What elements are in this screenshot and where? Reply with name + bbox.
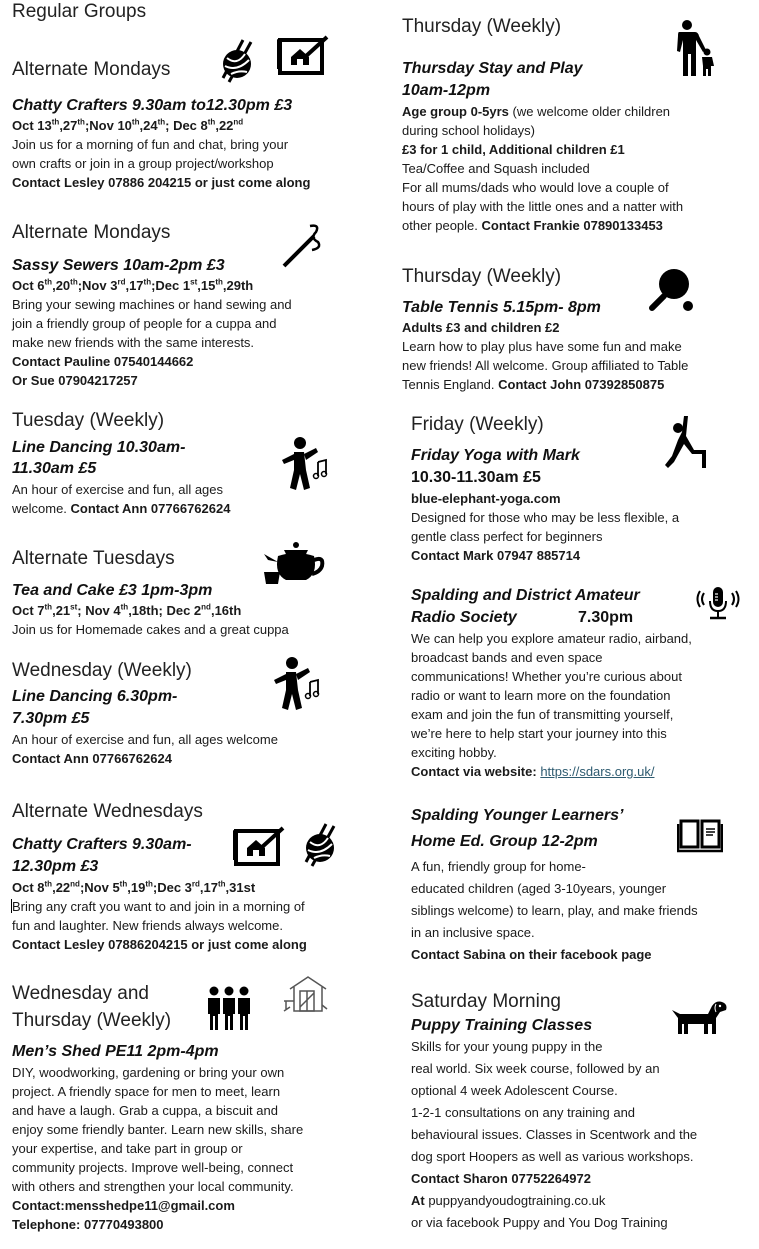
teapot-icon	[262, 540, 328, 586]
group-title: 12.30pm £3	[12, 858, 99, 875]
group-description: Join us for a morning of fun and chat, bring your	[12, 137, 289, 152]
group-contact: Contact John 07392850875	[498, 377, 665, 392]
group-title: 10am-12pm	[402, 82, 491, 99]
group-title: Friday Yoga with Mark	[411, 447, 580, 464]
group-contact: Contact Mark 07947 885714	[411, 548, 581, 563]
group-description: siblings welcome) to learn, play, and make friends	[411, 903, 698, 918]
group-description: communications! Whether you’re curious about	[411, 669, 682, 684]
group-title: Chatty Crafters 9.30am-	[12, 836, 192, 853]
group-day: Alternate Mondays	[12, 59, 171, 80]
group-description: we’re here to help start your journey into this	[411, 726, 667, 741]
group-day: Thursday (Weekly)	[402, 266, 562, 287]
group-title: Spalding and District Amateur	[411, 587, 640, 604]
group-contact: Contact via website: https://sdars.org.uk/	[411, 764, 655, 779]
group-facebook: or via facebook Puppy and You Dog Training	[411, 1215, 668, 1230]
group-dates: Oct 13th,27th;Nov 10th,24th; Dec 8th,22nd	[12, 117, 244, 133]
group-description: DIY, woodworking, gardening or bring your own	[12, 1065, 285, 1080]
group-dates: Oct 7th,21st; Nov 4th,18th; Dec 2nd,16th	[12, 602, 242, 618]
group-day: Thursday (Weekly)	[402, 16, 562, 37]
group-description: Join us for Homemade cakes and a great cuppa	[12, 622, 289, 637]
group-description: behavioural issues. Classes in Scentwork and the	[411, 1127, 698, 1142]
group-contact-email: Contact:mensshedpe11@gmail.com	[12, 1198, 235, 1213]
yarn-knitting-icon	[215, 38, 259, 86]
group-description: welcome. Contact Ann 07766762624	[12, 501, 231, 516]
table-tennis-paddle-icon	[648, 268, 696, 314]
group-description: own crafts or join in a group project/workshop	[12, 156, 274, 171]
group-age: Age group 0-5yrs (we welcome older children	[402, 104, 671, 119]
group-contact: Contact Lesley 07886204215 or just come along	[12, 937, 307, 952]
group-contact: Or Sue 07904217257	[12, 373, 138, 388]
group-of-men-icon	[206, 986, 252, 1030]
sewing-needle-icon	[280, 222, 324, 270]
group-description: We can help you explore amateur radio, airband,	[411, 631, 692, 646]
yarn-knitting-icon	[298, 822, 342, 870]
sdars-website-link[interactable]: https://sdars.org.uk/	[540, 764, 655, 779]
yoga-pose-icon	[664, 414, 706, 470]
group-time: 7.30pm	[578, 609, 634, 626]
group-day: Wednesday (Weekly)	[12, 660, 192, 681]
group-contact: Contact Ann 07766762624	[70, 501, 231, 516]
group-description: project. A friendly space for men to meet, learn	[12, 1084, 281, 1099]
group-description: radio or want to learn more on the foundation	[411, 688, 671, 703]
group-description: hours of play with the little ones and a natter with	[402, 199, 684, 214]
group-description: Designed for those who may be less flexible, a	[411, 510, 680, 525]
group-day: Alternate Tuesdays	[12, 548, 175, 569]
dancing-person-icon	[272, 656, 322, 714]
group-dates: Oct 8th,22nd;Nov 5th,19th;Dec 3rd,17th,31st	[12, 879, 256, 895]
group-description: Tennis England. Contact John 07392850875	[402, 377, 665, 392]
group-dates: Oct 6th,20th;Nov 3rd,17th;Dec 1st,15th,29th	[12, 277, 254, 293]
group-day: Saturday Morning	[411, 991, 561, 1012]
group-description: An hour of exercise and fun, all ages welcome	[12, 732, 278, 747]
group-description: with others and strengthen your local community.	[12, 1179, 294, 1194]
group-title: Table Tennis 5.15pm- 8pm	[402, 299, 601, 316]
group-description: Learn how to play plus have some fun and make	[402, 339, 682, 354]
garden-shed-icon	[282, 975, 328, 1015]
group-contact: Contact Sabina on their facebook page	[411, 947, 652, 962]
parent-and-child-icon	[674, 20, 716, 76]
group-description: real world. Six week course, followed by an	[411, 1061, 660, 1076]
group-title: Home Ed. Group 12-2pm	[411, 833, 598, 850]
dog-icon	[672, 1000, 728, 1036]
group-title: Thursday Stay and Play	[402, 60, 583, 77]
group-day: Wednesday and	[12, 983, 149, 1004]
group-description: educated children (aged 3-10years, younger	[411, 881, 667, 896]
group-day: Thursday (Weekly)	[12, 1010, 172, 1031]
group-price: Adults £3 and children £2	[402, 320, 560, 335]
group-description: and have a laugh. Grab a cuppa, a biscuit and	[12, 1103, 278, 1118]
blueprint-house-icon	[233, 826, 289, 868]
group-description: new friends! All welcome. Group affiliated to Table	[402, 358, 689, 373]
blueprint-house-icon	[277, 35, 333, 77]
group-contact-phone: Telephone: 07770493800	[12, 1217, 164, 1232]
group-description: A fun, friendly group for home-	[411, 859, 586, 874]
group-description: in an inclusive space.	[411, 925, 535, 940]
group-description: dog sport Hoopers as well as various workshops.	[411, 1149, 694, 1164]
group-price: £3 for 1 child, Additional children £1	[402, 142, 625, 157]
group-title: Puppy Training Classes	[411, 1017, 593, 1034]
group-description: other people. Contact Frankie 07890133453	[402, 218, 663, 233]
group-description: Bring any craft you want to and join in a morning of	[12, 899, 305, 914]
group-time-price: 10.30-11.30am £5	[411, 469, 541, 486]
group-description: Tea/Coffee and Squash included	[402, 161, 590, 176]
group-day: Tuesday (Weekly)	[12, 410, 165, 431]
group-description: exam and join the fun of transmitting yourself,	[411, 707, 674, 722]
group-title: Tea and Cake £3 1pm-3pm	[12, 582, 213, 599]
group-description: community projects. Improve well-being, connect	[12, 1160, 294, 1175]
group-description: during school holidays)	[402, 123, 535, 138]
group-description: join a friendly group of people for a cuppa and	[12, 316, 277, 331]
group-title: Sassy Sewers 10am-2pm £3	[12, 257, 225, 274]
group-description: enjoy some friendly banter. Learn new skills, share	[12, 1122, 304, 1137]
group-description: your expertise, and take part in group or	[12, 1141, 243, 1156]
group-description: make new friends with the same interests.	[12, 335, 255, 350]
group-website: blue-elephant-yoga.com	[411, 491, 561, 506]
microphone-broadcast-icon	[696, 585, 740, 621]
group-description: fun and laughter. New friends always welcome.	[12, 918, 283, 933]
group-description: 1-2-1 consultations on any training and	[411, 1105, 636, 1120]
group-title: Line Dancing 6.30pm-	[12, 688, 178, 705]
group-description: Skills for your young puppy in the	[411, 1039, 603, 1054]
group-contact: Contact Pauline 07540144662	[12, 354, 194, 369]
group-title: Line Dancing 10.30am-	[12, 439, 186, 456]
group-day: Friday (Weekly)	[411, 414, 544, 435]
group-day: Alternate Wednesdays	[12, 801, 203, 822]
group-description: optional 4 week Adolescent Course.	[411, 1083, 618, 1098]
dancing-person-icon	[280, 436, 330, 494]
group-title: Spalding Younger Learners’	[411, 807, 624, 824]
group-contact: Contact Lesley 07886 204215 or just come along	[12, 175, 311, 190]
group-title: 11.30am £5	[12, 460, 97, 477]
group-description: Bring your sewing machines or hand sewing and	[12, 297, 292, 312]
group-title: Chatty Crafters 9.30am to12.30pm £3	[12, 97, 293, 114]
open-book-icon	[677, 818, 723, 854]
group-website: At puppyandyoudogtraining.co.uk	[411, 1193, 606, 1208]
page-heading: Regular Groups	[12, 1, 147, 22]
group-day: Alternate Mondays	[12, 222, 171, 243]
group-description: An hour of exercise and fun, all ages	[12, 482, 224, 497]
group-description: For all mums/dads who would love a couple of	[402, 180, 669, 195]
group-description: gentle class perfect for beginners	[411, 529, 603, 544]
group-description: broadcast bands and even space	[411, 650, 603, 665]
group-title: Radio Society	[411, 609, 517, 626]
group-contact: Contact Frankie 07890133453	[481, 218, 663, 233]
group-title: 7.30pm £5	[12, 710, 90, 727]
group-description: exciting hobby.	[411, 745, 497, 760]
group-contact: Contact Sharon 07752264972	[411, 1171, 591, 1186]
group-contact: Contact Ann 07766762624	[12, 751, 172, 766]
group-title: Men’s Shed PE11 2pm-4pm	[12, 1043, 219, 1060]
